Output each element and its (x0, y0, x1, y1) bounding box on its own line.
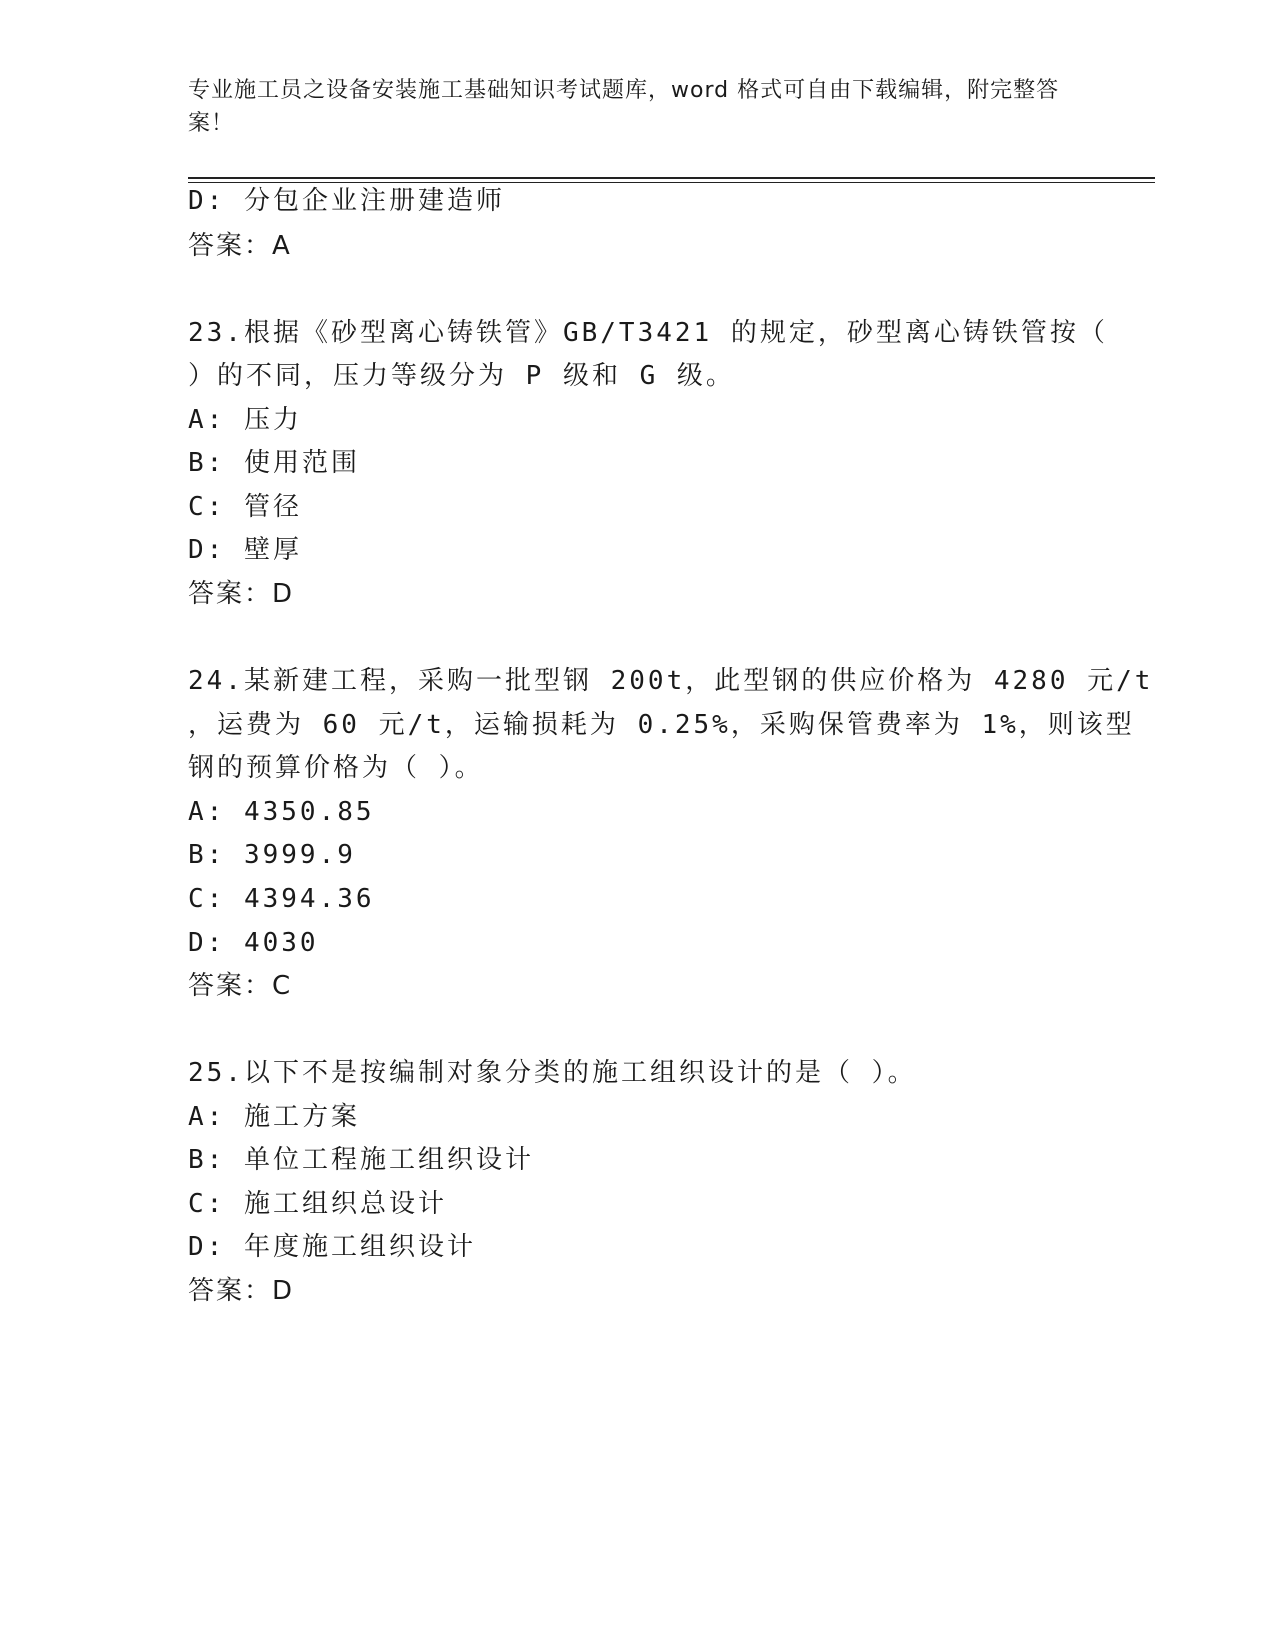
q23-stem-line-1: 23.根据《砂型离心铸铁管》GB/T3421 的规定，砂型离心铸铁管按（ (188, 318, 1108, 348)
q24-option-a: A: 4350.85 (188, 797, 375, 827)
q24-stem-line-2: ，运费为 60 元/t，运输损耗为 0.25%，采购保管费率为 1%，则该型 (188, 710, 1135, 740)
q23-stem-line-2: ）的不同，压力等级分为 P 级和 G 级。 (188, 361, 735, 391)
q24-stem-line-3: 钢的预算价格为（ ）。 (188, 753, 484, 783)
q25-option-b: B: 单位工程施工组织设计 (188, 1145, 534, 1175)
q24-option-b: B: 3999.9 (188, 840, 356, 870)
q23-option-c: C: 管径 (188, 492, 302, 522)
q24-option-d: D: 4030 (188, 928, 319, 958)
q25-option-c: C: 施工组织总设计 (188, 1189, 447, 1219)
q24-option-c: C: 4394.36 (188, 884, 375, 914)
q23-option-a: A: 压力 (188, 405, 302, 435)
q25-option-d: D: 年度施工组织设计 (188, 1232, 476, 1262)
header-divider-thick (188, 177, 1155, 179)
q25-stem-line-1: 25.以下不是按编制对象分类的施工组织设计的是（ ）。 (188, 1058, 917, 1088)
q23-answer: 答案：D (188, 579, 295, 609)
q24-stem-line-1: 24.某新建工程，采购一批型钢 200t，此型钢的供应价格为 4280 元/t (188, 666, 1154, 696)
q24-answer: 答案：C (188, 971, 293, 1001)
q25-option-a: A: 施工方案 (188, 1102, 360, 1132)
q23-option-d: D: 壁厚 (188, 535, 302, 565)
q23-option-b: B: 使用范围 (188, 448, 360, 478)
document-header: 专业施工员之设备安装施工基础知识考试题库，word 格式可自由下载编辑，附完整答案！ (188, 78, 1060, 136)
prev-option-d: D: 分包企业注册建造师 (188, 186, 505, 216)
prev-answer: 答案：A (188, 231, 292, 261)
q25-answer: 答案：D (188, 1276, 295, 1306)
